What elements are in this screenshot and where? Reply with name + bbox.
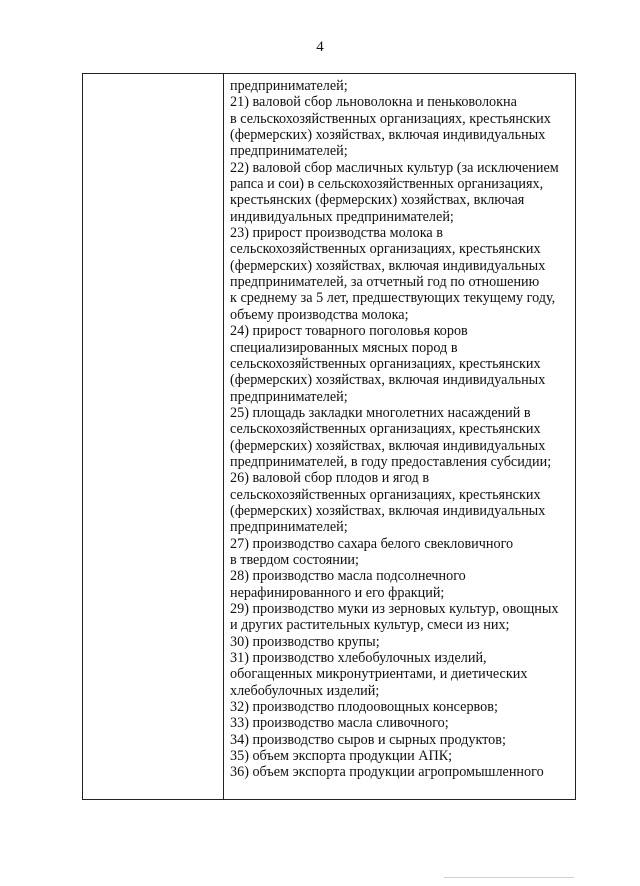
text-line: 35) объем экспорта продукции АПК; <box>230 748 453 765</box>
text-line: 30) производство крупы; <box>230 633 380 650</box>
text-line: 36) объем экспорта продукции агропромышленного <box>230 764 544 781</box>
document-table <box>82 73 576 800</box>
text-line: 33) производство масла сливочного; <box>230 715 449 732</box>
text-line: сельскохозяйственных организациях, крестьянских <box>230 355 541 372</box>
text-line: 32) производство плодоовощных консервов; <box>230 699 498 716</box>
text-line: 27) производство сахара белого свекловичного <box>230 535 514 552</box>
text-line: специализированных мясных пород в <box>230 339 458 356</box>
text-line: предпринимателей; <box>230 388 348 405</box>
text-line: сельскохозяйственных организациях, крестьянских <box>230 486 541 503</box>
text-line: индивидуальных предпринимателей; <box>230 208 454 225</box>
text-line: предпринимателей; <box>230 519 348 536</box>
text-line: 26) валовой сбор плодов и ягод в <box>230 470 430 487</box>
text-line: 21) валовой сбор льноволокна и пеньковолокна <box>230 94 517 111</box>
footer-mark <box>444 877 574 878</box>
page-number: 4 <box>316 39 324 55</box>
text-line: к среднему за 5 лет, предшествующих текущему году, <box>230 290 556 307</box>
text-line: в сельскохозяйственных организациях, крестьянских <box>230 110 551 127</box>
text-line: предпринимателей, в году предоставления субсидии; <box>230 453 552 470</box>
text-line: 22) валовой сбор масличных культур (за исключением <box>230 159 559 176</box>
text-line: предпринимателей, за отчетный год по отношению <box>230 274 540 291</box>
text-line: 31) производство хлебобулочных изделий, <box>230 650 487 667</box>
table-right-cell <box>230 78 574 781</box>
text-line: (фермерских) хозяйствах, включая индивидуальных <box>230 437 546 454</box>
text-line: (фермерских) хозяйствах, включая индивидуальных <box>230 127 546 144</box>
table-left-cell <box>83 74 224 799</box>
text-line: крестьянских (фермерских) хозяйствах, включая <box>230 192 525 209</box>
text-line: обогащенных микронутриентами, и диетических <box>230 666 528 683</box>
text-line: предпринимателей; <box>230 143 348 160</box>
text-line: в твердом состоянии; <box>230 551 359 568</box>
text-line: 23) прирост производства молока в <box>230 225 443 242</box>
text-line: объему производства молока; <box>230 306 409 323</box>
text-line: (фермерских) хозяйствах, включая индивидуальных <box>230 372 546 389</box>
text-line: 34) производство сыров и сырных продуктов; <box>230 731 506 748</box>
text-line: 29) производство муки из зерновых культур, овощных <box>230 601 559 617</box>
text-line: и других растительных культур, смеси из них; <box>230 617 510 634</box>
text-line: хлебобулочных изделий; <box>230 682 380 699</box>
text-line: предпринимателей; <box>230 78 348 94</box>
text-line: (фермерских) хозяйствах, включая индивидуальных <box>230 502 546 519</box>
text-line: сельскохозяйственных организациях, крестьянских <box>230 421 541 438</box>
text-line: 28) производство масла подсолнечного <box>230 568 466 585</box>
text-line: 24) прирост товарного поголовья коров <box>230 323 468 340</box>
text-line: нерафинированного и его фракций; <box>230 584 445 601</box>
text-line: 25) площадь закладки многолетних насаждений в <box>230 404 531 421</box>
text-line: рапса и сои) в сельскохозяйственных организациях, <box>230 176 544 193</box>
text-line: (фермерских) хозяйствах, включая индивидуальных <box>230 257 546 274</box>
text-line: сельскохозяйственных организациях, крестьянских <box>230 241 541 258</box>
